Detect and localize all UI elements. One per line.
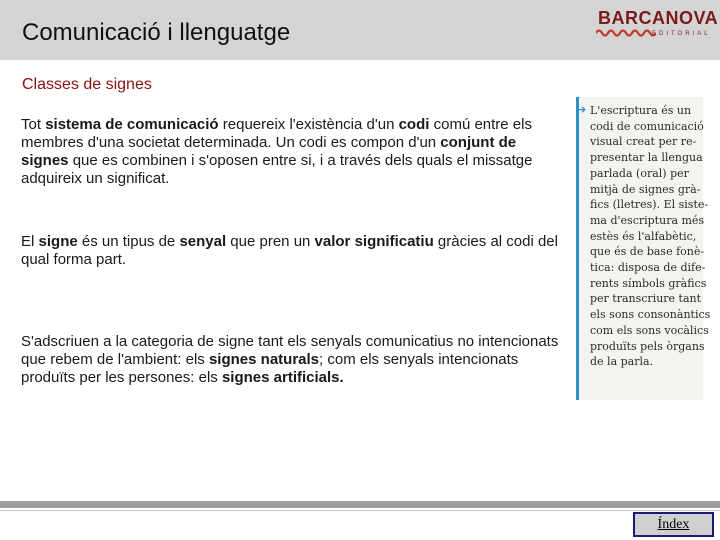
text-run: requereix l'existència d'un xyxy=(218,116,399,133)
text-run: ; com els senyals intencionats produïts per les persones: els xyxy=(21,351,519,386)
text-run: El xyxy=(21,233,39,250)
sidebar-accent-bar xyxy=(576,97,579,400)
paragraph-sistema-comunicacio xyxy=(21,116,561,188)
arrow-right-icon: ➔ xyxy=(577,103,587,116)
barcanova-logo xyxy=(596,6,719,40)
text-run: S'adscriuen a la categoria de signe tant els senyals comunicatius no intencionats que rebem de l'ambient: els xyxy=(21,333,559,368)
bold-term: senyal xyxy=(179,233,227,250)
footer-divider xyxy=(0,501,720,508)
sidebar-note-image xyxy=(576,97,711,400)
bold-term: codi xyxy=(398,116,430,133)
text-run: que es combinen i s'oposen entre si, i a través dels quals el missatge adquireix un significat. xyxy=(21,152,533,187)
logo-wave-icon xyxy=(596,28,656,38)
page-title: Comunicació i llenguatge xyxy=(22,19,291,46)
text-run: és un tipus de xyxy=(77,233,180,250)
header-bar xyxy=(0,0,720,60)
bold-term: conjunt de signes xyxy=(21,134,517,169)
text-run: gràcies al codi del qual forma part. xyxy=(21,233,558,268)
logo-subtitle: EDITORIAL xyxy=(652,31,711,37)
sidebar-note-text: L'escriptura és un codi de comunicació visual creat per re- presentar la llengua parlada (oral) per mitjà de signes grà- fics (lletres). El siste- ma d'escriptura més estès és l'alfabètic, que és de base fonè- tica: disposa de dife- rents símbols gràfics per transcriure tant els sons consonàntics com els sons vocàlics produïts pels òrgans de la parla. xyxy=(590,104,711,369)
bold-term: sistema de comunicació xyxy=(45,116,219,133)
text-run: Tot xyxy=(21,116,46,133)
bold-term: signes naturals xyxy=(208,351,320,368)
bold-term: signes artificials. xyxy=(221,369,344,386)
section-title: Classes de signes xyxy=(22,76,152,93)
paragraph-categories-signes xyxy=(21,333,561,387)
text-run: que pren un xyxy=(226,233,315,250)
text-run: comú entre els membres d'una societat determinada. Un codi es compon d'un xyxy=(21,116,532,151)
footer-divider-thin xyxy=(0,510,720,511)
bold-term: valor significatiu xyxy=(314,233,434,250)
index-button[interactable]: Índex xyxy=(633,512,714,537)
bold-term: signe xyxy=(38,233,78,250)
logo-name: BARCANOVA xyxy=(598,8,719,28)
paragraph-signe xyxy=(21,233,561,269)
